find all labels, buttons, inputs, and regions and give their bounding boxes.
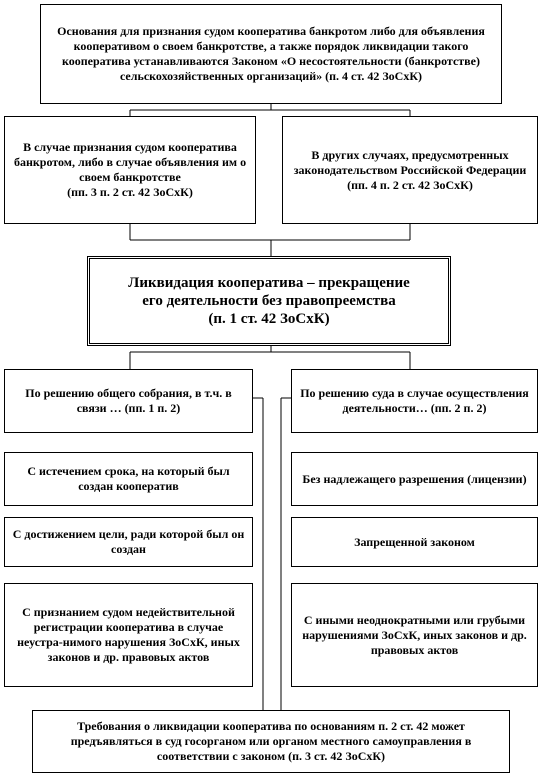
left-case-text: В случае признания судом кооператива банкротом, либо в случае объявления им о своем банкротстве bbox=[13, 140, 247, 184]
right-item-4 bbox=[291, 583, 538, 687]
left-item-2 bbox=[4, 452, 253, 506]
right-item-4-text: С иными неоднократными или грубыми нарушениями ЗоСхК, иных законов и др. правовых актов bbox=[302, 612, 527, 657]
left-item-1 bbox=[4, 369, 253, 433]
left-item-4-text: С признанием судом недействительной регистрации кооператива в случае неустра-нимого нарушения ЗоСхК, иных законов и др. правовых актов bbox=[17, 605, 240, 664]
top-box-text: Основания для признания судом кооператива банкротом либо для объявления кооперативом о своем банкротстве, а также порядок ликвидации такого кооператива устанавливаются Законом «О несостоятельности (банкротстве) сельскохозяйственных организаций» (п. 4 ст. 42 ЗоСхК) bbox=[57, 24, 485, 83]
center-line-3: (п. 1 ст. 42 ЗоСхК) bbox=[208, 311, 330, 327]
bottom-box-text: Требования о ликвидации кооператива по основаниям п. 2 ст. 42 может предъявляться в суд госорганом или органом местного самоуправления в соответствии с законом (п. 3 ст. 42 ЗоСхК) bbox=[70, 719, 472, 763]
right-item-1 bbox=[291, 369, 538, 433]
left-case-ref: (пп. 3 п. 2 ст. 42 ЗоСхК) bbox=[67, 185, 193, 199]
left-item-2-text: С истечением срока, на который был создан кооператив bbox=[27, 464, 230, 493]
right-item-3-text: Запрещенной законом bbox=[354, 534, 475, 549]
left-item-3 bbox=[4, 517, 253, 567]
right-case-box bbox=[282, 116, 538, 224]
right-item-2 bbox=[291, 452, 538, 506]
top-box bbox=[40, 4, 502, 104]
left-item-1-text: По решению общего собрания, в т.ч. в связи … (пп. 1 п. 2) bbox=[25, 386, 232, 415]
right-case-text: В других случаях, предусмотренных законодательством Российской Федерации bbox=[293, 147, 527, 177]
right-case-ref: (пп. 4 п. 2 ст. 42 ЗоСхК) bbox=[347, 177, 473, 192]
bottom-box bbox=[32, 710, 510, 773]
liquidation-definition-box bbox=[87, 256, 451, 346]
left-item-3-text: С достижением цели, ради которой был он создан bbox=[12, 527, 245, 556]
right-item-3 bbox=[291, 517, 538, 567]
right-item-1-text: По решению суда в случае осуществления деятельности… (пп. 2 п. 2) bbox=[300, 386, 529, 415]
right-item-2-text: Без надлежащего разрешения (лицензии) bbox=[302, 471, 527, 486]
center-line-2: его деятельности без правопреемства bbox=[142, 293, 396, 309]
center-line-1: Ликвидация кооператива – прекращение bbox=[128, 275, 410, 291]
left-case-box bbox=[4, 116, 256, 224]
left-item-4 bbox=[4, 583, 253, 687]
